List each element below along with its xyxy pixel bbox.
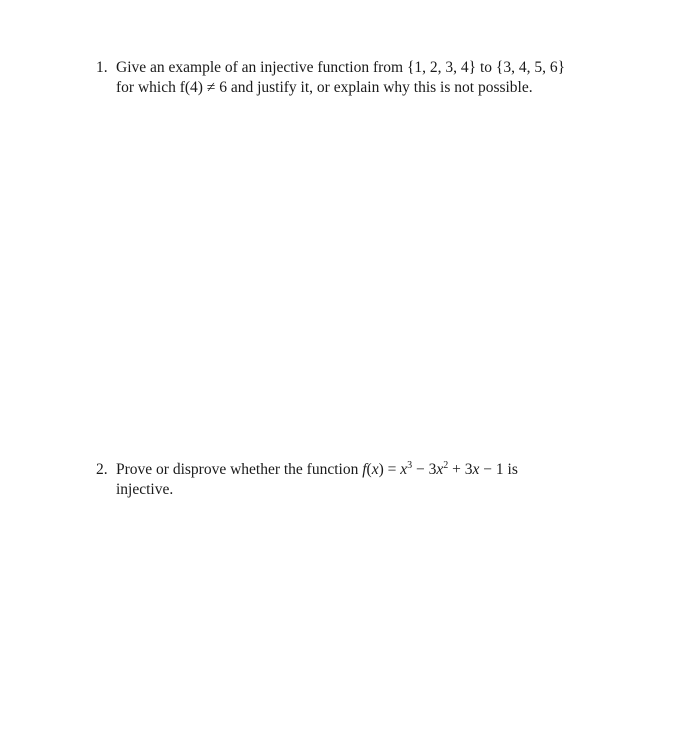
problem-1	[96, 58, 616, 98]
math-symbol: x	[400, 461, 408, 478]
text-segment: − 3	[412, 461, 437, 478]
problem-line: for which f(4) ≠ 6 and justify it, or explain why this is not possible.	[116, 79, 533, 96]
math-symbol: x	[472, 461, 480, 478]
problem-line: Give an example of an injective function from {1, 2, 3, 4} to {3, 4, 5, 6}	[116, 59, 566, 76]
problem-line: Prove or disprove whether the function $f(x) = x^3 - 3x^2 + 3x - 1$ is	[116, 460, 518, 478]
problem-line: injective.	[116, 481, 174, 498]
math-symbol: x	[371, 461, 379, 478]
problem-number: 1.	[96, 59, 108, 76]
math-exponent: 3	[407, 460, 413, 471]
math-symbol: x	[436, 461, 444, 478]
problem-2	[96, 460, 616, 500]
math-symbol: f	[362, 461, 367, 478]
problem-text	[116, 58, 616, 98]
text-segment: − 1 is	[479, 461, 518, 478]
text-segment: Prove or disprove whether the function	[116, 461, 363, 478]
math-exponent: 2	[443, 460, 449, 471]
problem-number: 2.	[96, 461, 108, 478]
text-segment: + 3	[448, 461, 473, 478]
problem-text	[116, 460, 616, 500]
